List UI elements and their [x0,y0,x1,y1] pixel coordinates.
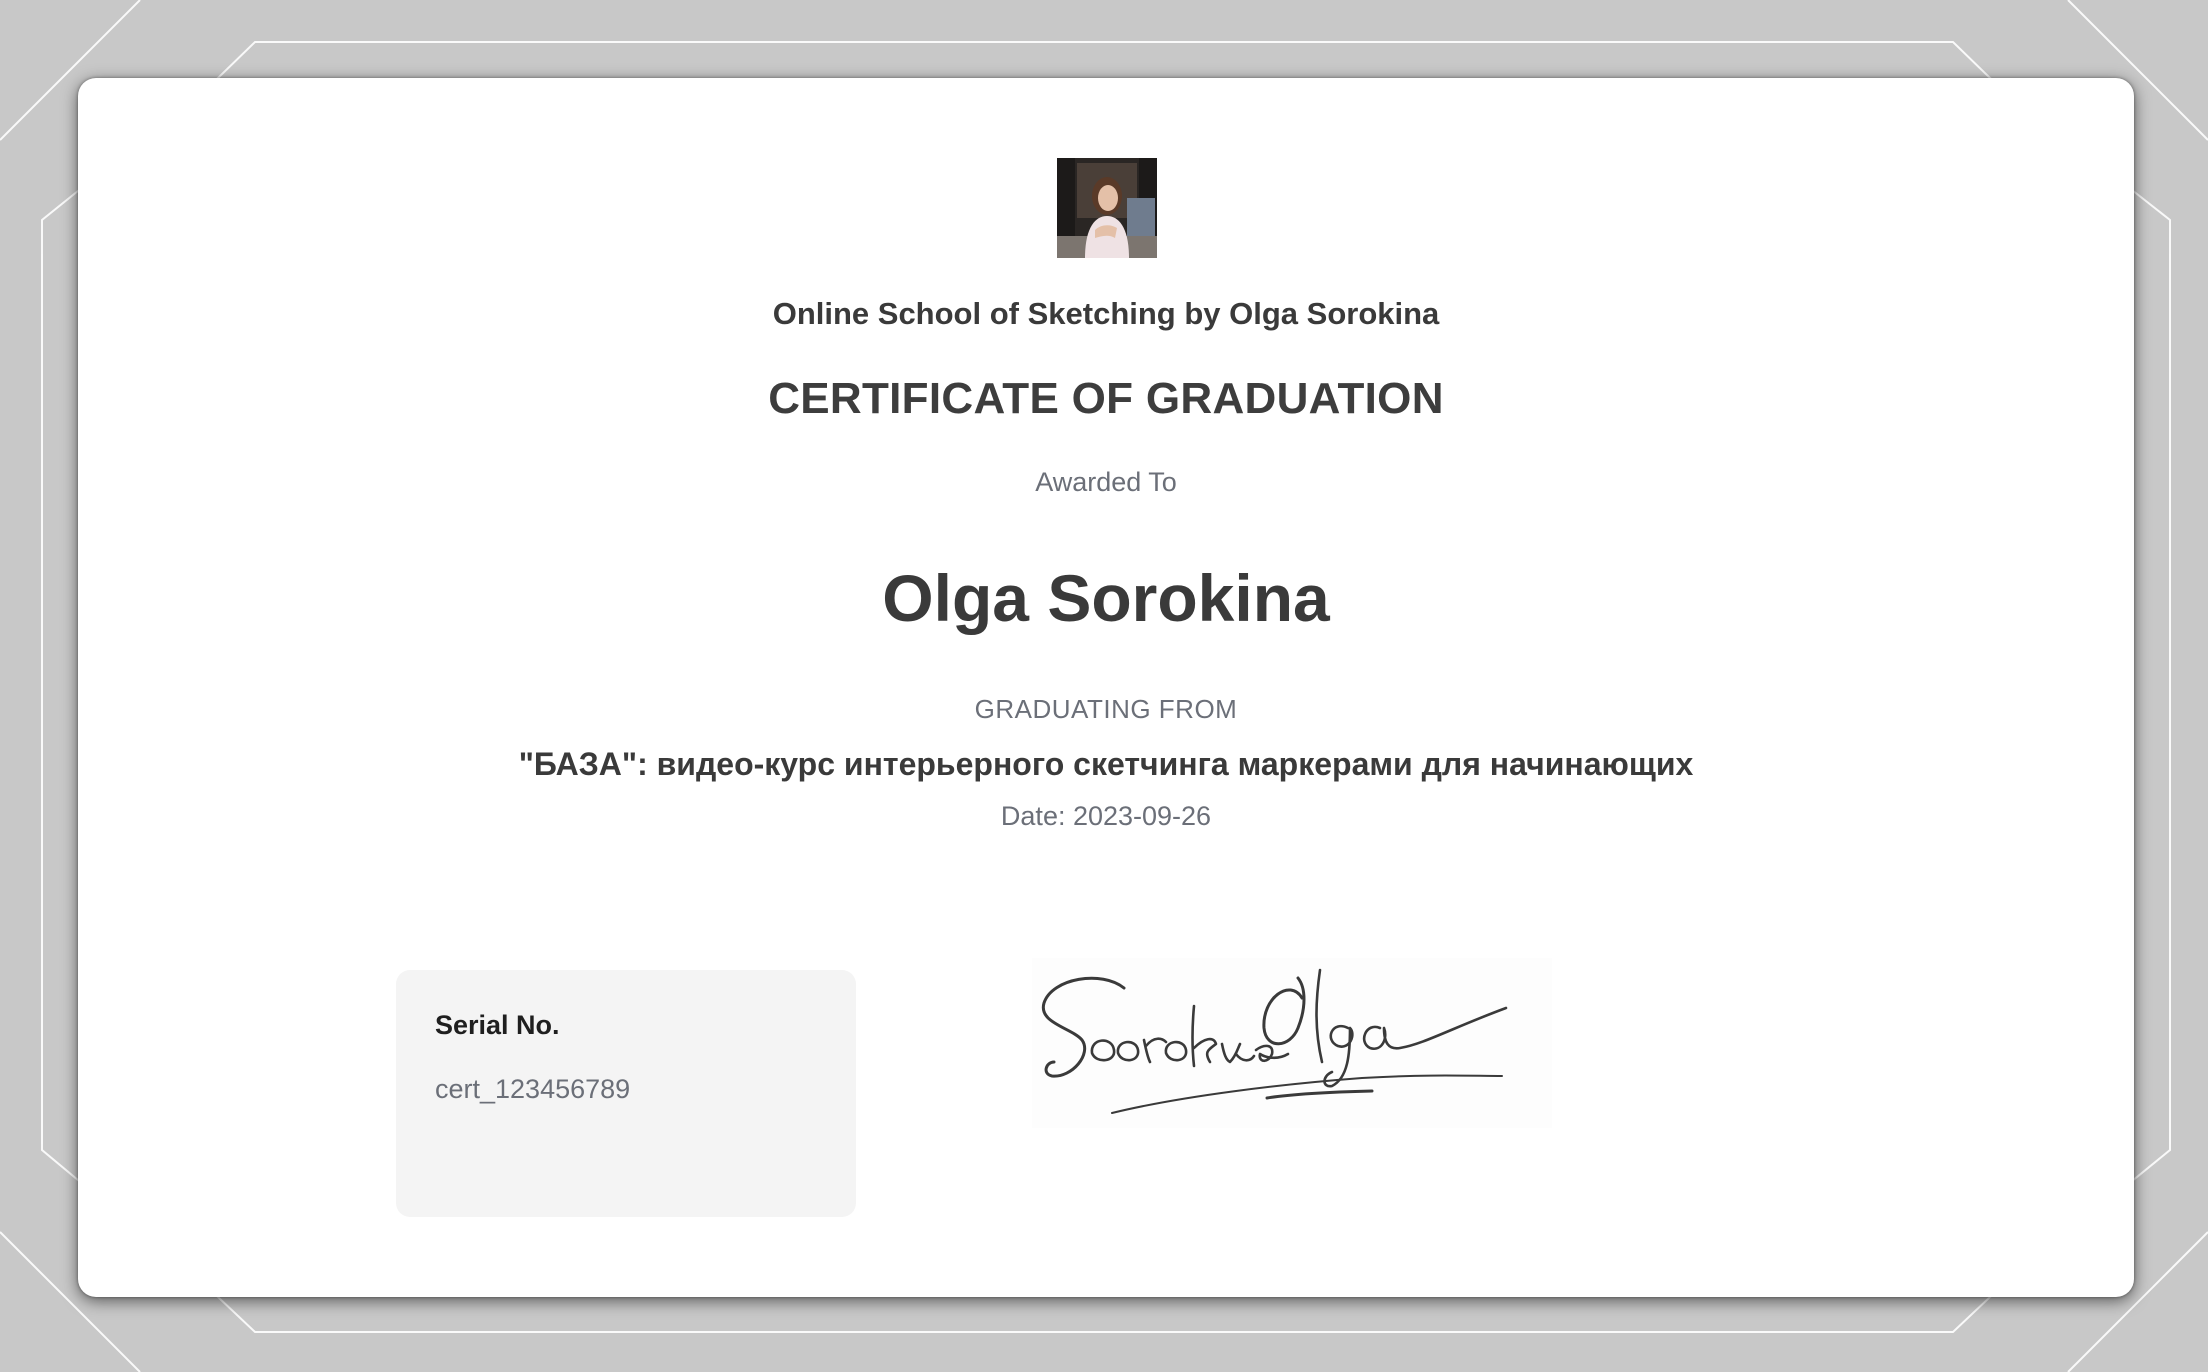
recipient-name: Olga Sorokina [882,561,1330,635]
handwritten-signature [1032,958,1552,1128]
serial-number-value: cert_123456789 [435,1074,631,1104]
graduation-date: Date: 2023-09-26 [1000,801,1212,831]
certificate-title: CERTIFICATE OF GRADUATION [768,374,1444,423]
school-name: Online School of Sketching by Olga Sorokina [772,296,1440,331]
graduating-from-label: GRADUATING FROM [974,694,1238,724]
serial-number-box [396,970,856,1217]
certificate-card [78,78,2134,1297]
awarded-to-label: Awarded To [1035,467,1177,497]
course-name: "БАЗА": видео-курс интерьерного скетчинга маркерами для начинающих [518,746,1694,782]
serial-number-label: Serial No. [435,1010,560,1040]
school-logo-photo [1057,158,1157,258]
